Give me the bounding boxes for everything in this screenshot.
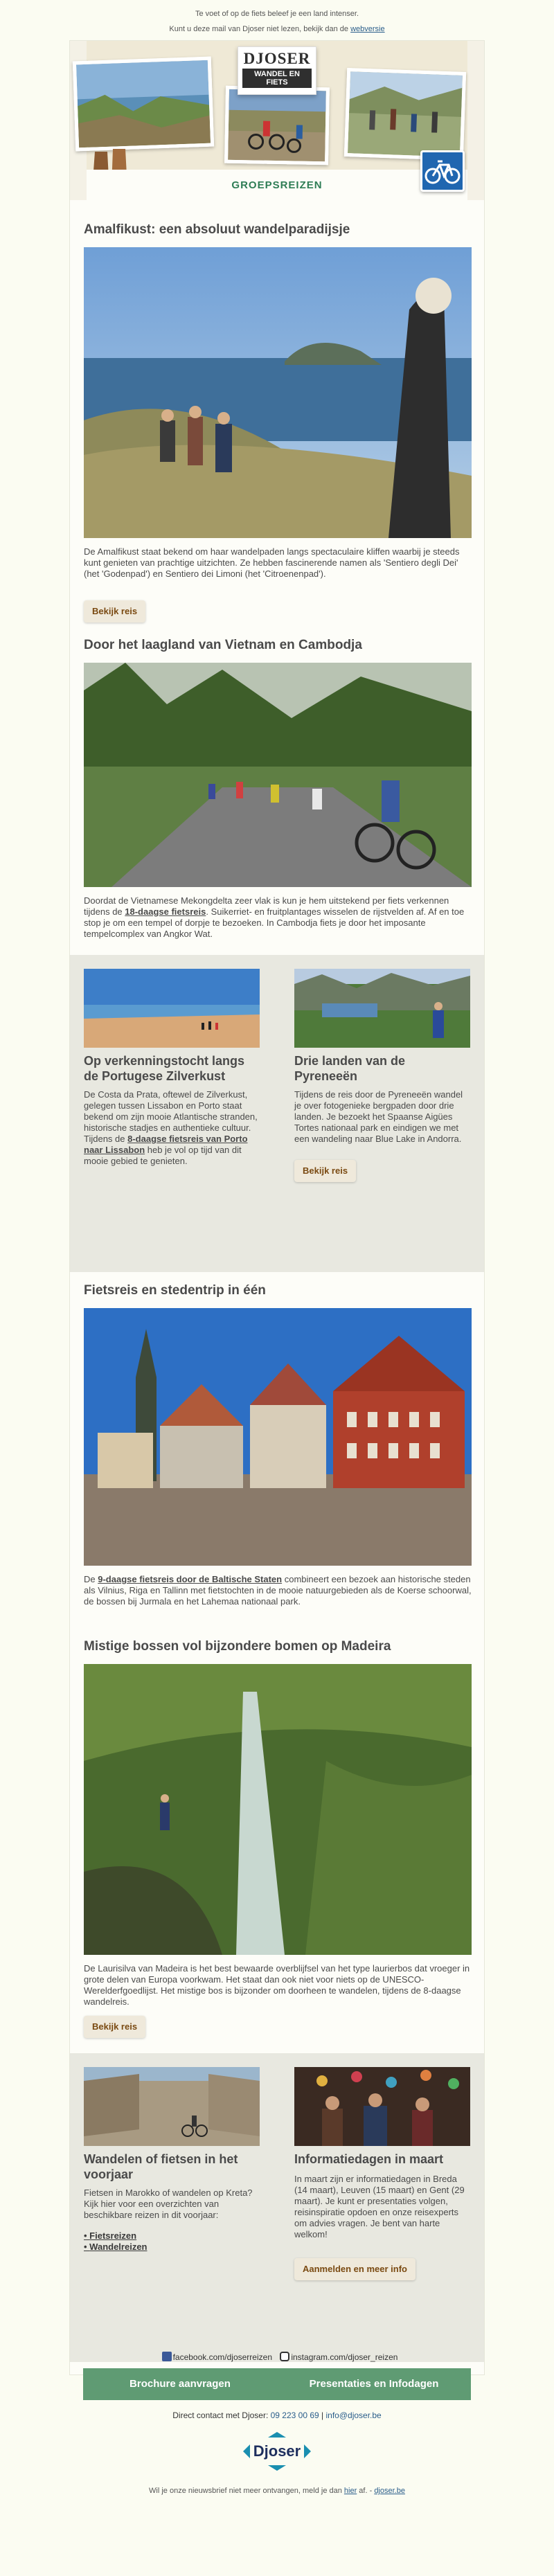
baltic-text xyxy=(84,1574,472,1607)
brand-title: DJOSER xyxy=(243,50,311,67)
unsubscribe-link[interactable]: hier xyxy=(343,2487,357,2495)
register-info-button[interactable]: Aanmelden en meer info xyxy=(294,2258,416,2280)
madeira-title: Mistige bossen vol bijzondere bomen op Madeira xyxy=(84,1639,391,1654)
voorjaar-image[interactable] xyxy=(84,2067,260,2146)
pyrenees-image[interactable] xyxy=(294,969,470,1048)
two-column-panel-1 xyxy=(70,955,484,1272)
walking-trips-label[interactable]: Wandelreizen xyxy=(89,2242,148,2252)
hikers-photo xyxy=(344,68,466,161)
webversion-link[interactable]: webversie xyxy=(350,25,385,33)
instagram-link[interactable]: instagram.com/djoser_reizen xyxy=(291,2352,398,2362)
voorjaar-text: Fietsen in Marokko of wandelen op Kreta? Kijk hier voor een overzichten van beschikbare reizen in dit voorjaar: xyxy=(84,2188,253,2220)
info-title: Informatiedagen in maart xyxy=(294,2152,444,2166)
unsubscribe-suffix: af. - xyxy=(357,2487,375,2495)
vietnam-image[interactable] xyxy=(84,663,472,887)
coast-photo xyxy=(73,57,214,152)
section-label: GROEPSREIZEN xyxy=(231,179,323,191)
two-column-panel-2 xyxy=(70,2053,484,2362)
contact-prefix: Direct contact met Djoser: xyxy=(172,2410,271,2420)
voorjaar-links xyxy=(84,2230,148,2253)
amalfi-text: De Amalfikust staat bekend om haar wandelpaden langs spectaculaire kliffen waarbij je steeds kunt genieten van prachtige uitzichten. Ze hebben fascinerende namen als 'Sentiero degli Dei' (het 'Godenpad') en Sentiero dei Limoni (het 'Citroenenpad'). xyxy=(84,546,460,579)
pyrenees-title: Drie landen van de Pyreneeën xyxy=(294,1054,406,1083)
facebook-link[interactable]: facebook.com/djoserreizen xyxy=(172,2352,272,2362)
newsletter-card xyxy=(69,40,485,2375)
phone-link[interactable]: 09 223 00 69 xyxy=(270,2410,319,2420)
webversion-line xyxy=(0,25,554,33)
brochure-request-button[interactable]: Brochure aanvragen xyxy=(129,2378,231,2390)
portugal-trip-link[interactable]: 8-daagse fietsreis van Porto naar Lissabon xyxy=(84,1134,248,1155)
facebook-icon xyxy=(162,2352,172,2361)
baltic-trip-link[interactable]: 9-daagse fietsreis door de Baltische Staten xyxy=(98,1574,283,1584)
walking-trips-link[interactable]: • Wandelreizen xyxy=(84,2242,148,2252)
brand-logo[interactable] xyxy=(238,46,316,95)
contact-line xyxy=(0,2410,554,2420)
vietnam-text-before: Doordat de Vietnamese Mekongdelta zeer vlak is kun je hem uitstekend per fiets verkennen tijdens de xyxy=(84,895,449,917)
cycling-trips-label[interactable]: Fietsreizen xyxy=(89,2230,137,2241)
cta-bar xyxy=(83,2368,471,2400)
baltic-image[interactable] xyxy=(84,1308,472,1566)
vietnam-text xyxy=(84,895,472,940)
baltic-text-after: combineert een bezoek aan historische steden als Vilnius, Riga en Tallinn met fietstochten in de mooie natuurgebieden als de Koerse schoorwal, de bossen bij Jurmala en het Lahemaa nationaal park. xyxy=(84,1574,472,1607)
amalfi-view-trip-button[interactable]: Bekijk reis xyxy=(84,600,145,623)
unsubscribe-prefix: Wil je onze nieuwsbrief niet meer ontvangen, meld je dan xyxy=(149,2487,344,2495)
info-text: In maart zijn er informatiedagen in Breda (14 maart), Leuven (15 maart) en Gent (29 maart). Je kunt er presentaties volgen, reisinspiratie opdoen en onze reisexperts om advies vragen. Je bent van harte welkom! xyxy=(294,2174,465,2239)
portugal-text-before: De Costa da Prata, oftewel de Zilverkust, gelegen tussen Lissabon en Porto staat bekend om zijn mooie Atlantische stranden, historische stadjes en authentieke cultuur. Tijdens de xyxy=(84,1089,258,1144)
amalfi-title: Amalfikust: een absoluut wandelparadijsje xyxy=(84,222,350,237)
madeira-text: De Laurisilva van Madeira is het best bewaarde overblijfsel van het type laurierbos dat vroeger in grote delen van Europa voorkwam. Het staat dan ook niet voor niets op de UNESCO-Werelderfgoedlijst. Het mistige bos is bijzonder om doorheen te wandelen, tijdens de 8-daagse wandelreis. xyxy=(84,1963,470,2007)
madeira-image[interactable] xyxy=(84,1664,472,1955)
contact-separator: | xyxy=(319,2410,326,2420)
cycling-trips-link[interactable]: • Fietsreizen xyxy=(84,2230,137,2241)
brand-subtitle: WANDEL EN FIETS xyxy=(242,69,312,88)
portugal-image[interactable] xyxy=(84,969,260,1048)
vietnam-title: Door het laagland van Vietnam en Cambodja xyxy=(84,638,362,652)
preheader-text: Te voet of op de fiets beleef je een land intenser. xyxy=(195,10,359,18)
djoser-site-link[interactable]: djoser.be xyxy=(374,2487,405,2495)
vietnam-text-after: . Suikerriet- en fruitplantages wisselen de rijstvelden af. Af en toe stop je om een tempel of dorpje te bezoeken. In Cambodja fiets je door het imposante tempelcomplex van Angkor Wat. xyxy=(84,906,465,939)
instagram-icon xyxy=(280,2352,289,2361)
voorjaar-title: Wandelen of fietsen in het voorjaar xyxy=(84,2152,238,2181)
vietnam-trip-link[interactable]: 18-daagse fietsreis xyxy=(125,906,206,917)
portugal-title: Op verkenningstocht langs de Portugese Zilverkust xyxy=(84,1054,245,1083)
pyrenees-view-trip-button[interactable]: Bekijk reis xyxy=(294,1160,356,1182)
madeira-view-trip-button[interactable]: Bekijk reis xyxy=(84,2016,145,2038)
presentations-button[interactable]: Presentaties en Infodagen xyxy=(309,2378,439,2390)
bicycle-icon xyxy=(420,150,465,192)
unsubscribe-line xyxy=(0,2487,554,2495)
header-banner xyxy=(70,41,484,200)
email-link[interactable]: info@djoser.be xyxy=(325,2410,382,2420)
cyclists-photo xyxy=(224,86,330,166)
portugal-text xyxy=(84,1089,260,1167)
djoser-footer-logo[interactable] xyxy=(239,2431,315,2472)
pyrenees-text: Tijdens de reis door de Pyreneeën wandel je over fotogenieke bergpaden door drie landen. Je bezoekt het Spaanse Aigües Tortes nationaal park en eindigen we met een wandeling naar Blue Lake in Andorra. xyxy=(294,1089,463,1144)
footer-logo-text: Djoser xyxy=(253,2442,301,2460)
baltic-text-before: De xyxy=(84,1574,98,1584)
info-image[interactable] xyxy=(294,2067,470,2146)
portugal-text-after: heb je vol op tijd van dit mooie gebied te genieten. xyxy=(84,1145,242,1166)
baltic-title: Fietsreis en stedentrip in één xyxy=(84,1283,266,1298)
social-links xyxy=(0,2352,554,2362)
amalfi-image[interactable] xyxy=(84,247,472,538)
webversion-prefix: Kunt u deze mail van Djoser niet lezen, bekijk dan de xyxy=(169,25,351,33)
